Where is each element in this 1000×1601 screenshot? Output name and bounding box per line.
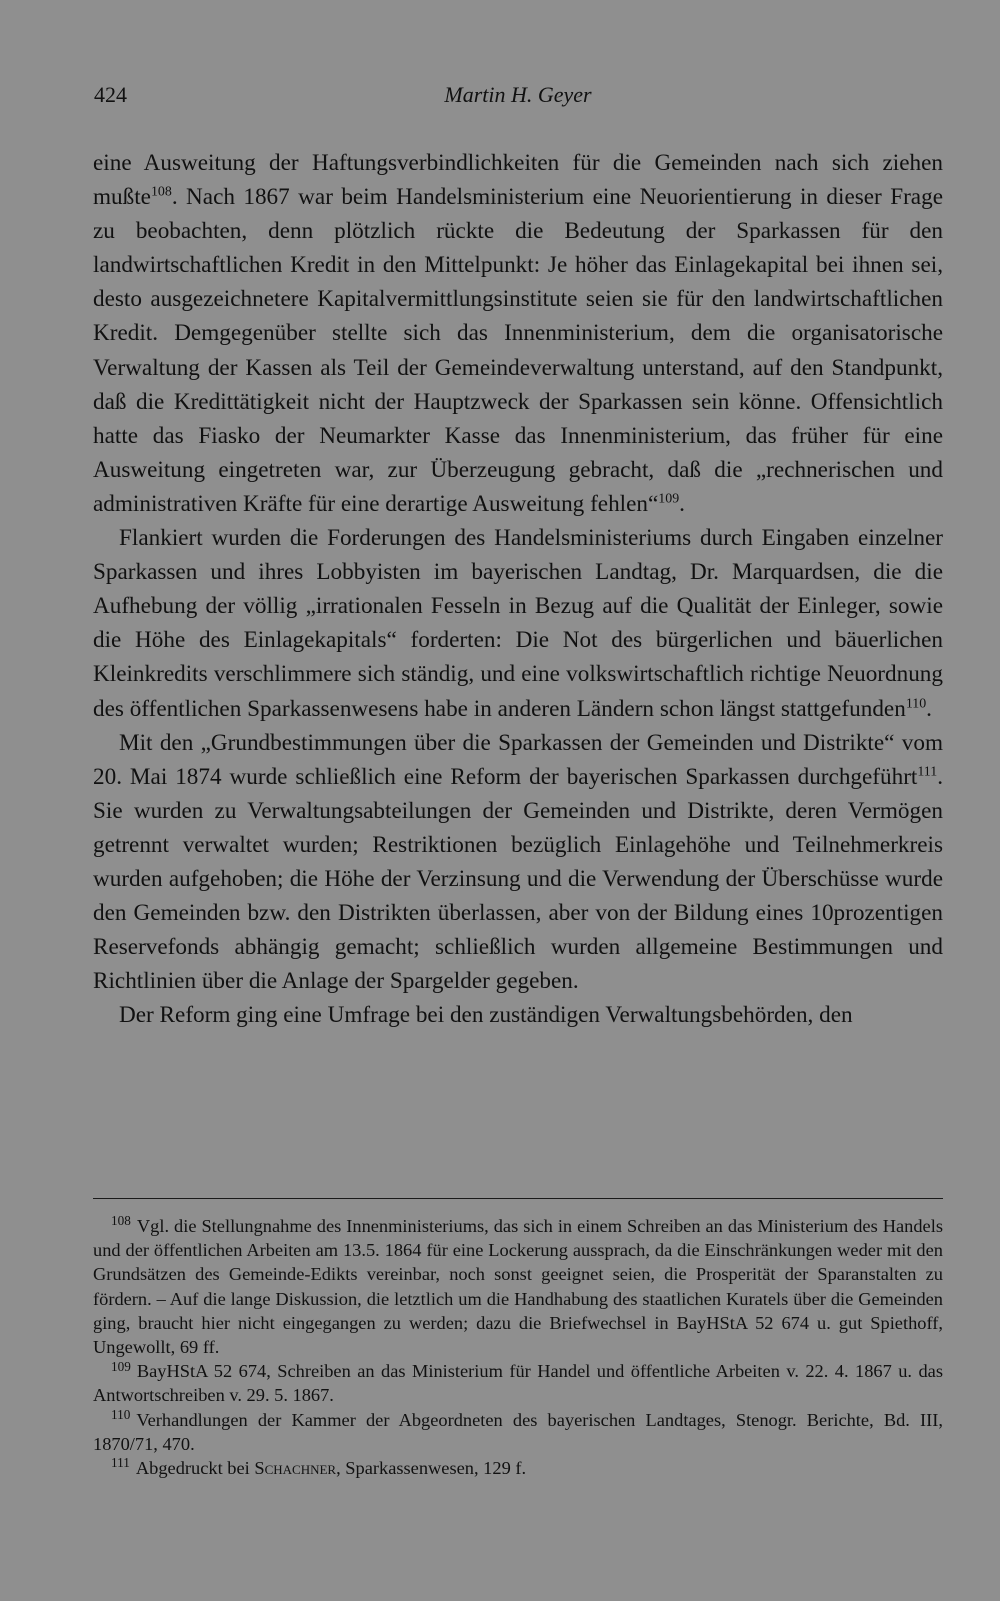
author-name: Schachner — [254, 1458, 337, 1479]
text-run: . Sie wurden zu Verwaltungsabteilungen der Gemeinden und Distrikte, deren Vermögen getrennt verwaltet wurden; Restriktionen bezüglich Einlagehöhe und Teilnehmerkreis wurden aufgehoben; die Höhe der Verzinsung und die Verwendung der Überschüsse wurde den Gemeinden bzw. den Distrikten überlassen, aber von der Bildung eines 10prozentigen Reservefonds abhängig gemacht; schließlich wurden allgemeine Bestimmungen und Richtlinien über die Anlage der Spargelder gegeben. — [93, 763, 943, 995]
footnote-text: , Sparkassenwesen, 129 f. — [336, 1458, 527, 1479]
text-run: Der Reform ging eine Umfrage bei den zuständigen Verwaltungsbehörden, den — [119, 1002, 853, 1029]
text-run: Flankiert wurden die Forderungen des Handelsministeriums durch Eingaben einzelner Sparkassen und ihres Lobbyisten im bayerischen Landtag, Dr. Marquardsen, die die Aufhebung der völlig „irrationalen Fesseln in Bezug auf die Qualität der Einleger, sowie die Höhe des Einlagekapitals“ forderten: Die Not des bürgerlichen und bäuerlichen Kleinkredits verschlimmere sich ständig, und eine volkswirtschaftlich richtige Neuordnung des öffentlichen Sparkassenwesens habe in anderen Ländern schon längst stattgefunden — [93, 525, 943, 722]
footnote-number: 111 — [111, 1455, 130, 1471]
running-head: Martin H. Geyer — [444, 82, 592, 107]
footnote-ref-111[interactable]: 111 — [917, 764, 938, 780]
footnote-number: 108 — [111, 1213, 131, 1229]
paragraph-3 — [93, 726, 943, 999]
footnote-ref-108[interactable]: 108 — [150, 184, 172, 200]
footnote-110 — [93, 1408, 943, 1456]
body-text — [93, 146, 943, 1032]
footnote-111 — [93, 1456, 943, 1480]
footnote-109 — [93, 1359, 943, 1407]
footnote-text: Abgedruckt bei — [135, 1458, 255, 1479]
footnote-number: 110 — [111, 1407, 131, 1423]
footnote-divider — [93, 1198, 943, 1199]
footnotes — [93, 1214, 943, 1480]
footnote-number: 109 — [111, 1358, 131, 1374]
text-run: . Nach 1867 war beim Handelsministerium eine Neuorientierung in dieser Frage zu beobachten, denn plötzlich rückte die Bedeutung der Sparkassen für den landwirtschaftlichen Kredit in den Mittelpunkt: Je höher das Einlagekapital bei ihnen sei, desto ausgezeichnetere Kapitalvermittlungsinstitute seien sie für den landwirtschaftlichen Kredit. Demgegenüber stellte sich das Innenministerium, dem die organisatorische Verwaltung der Kassen als Teil der Gemeindeverwaltung unterstand, auf den Standpunkt, daß die Kredittätigkeit nicht der Hauptzweck der Sparkassen sein könne. Offensichtlich hatte das Fiasko der Neumarkter Kasse das Innenministerium, das früher für eine Ausweitung eingetreten war, zur Überzeugung gebracht, daß die „rechnerischen und administrativen Kräfte für eine derartige Ausweitung fehlen“ — [93, 184, 943, 517]
footnote-text: Verhandlungen der Kammer der Abgeordneten des bayerischen Landtages, Stenogr. Berichte, Bd. III, 1870/71, 470. — [93, 1409, 943, 1454]
text-run: Mit den „Grundbestimmungen über die Sparkassen der Gemeinden und Distrikte“ vom 20. Mai 1874 wurde schließlich eine Reform der bayerischen Sparkassen durchgeführt — [93, 729, 943, 790]
text-run: . — [926, 695, 932, 722]
page-header — [94, 76, 942, 116]
footnote-108 — [93, 1214, 943, 1359]
footnote-text: BayHStA 52 674, Schreiben an das Ministerium für Handel und öffentliche Arbeiten v. 22. 4. 1867 u. das Antwortschreiben v. 29. 5. 1867. — [93, 1361, 943, 1406]
paragraph-2 — [93, 521, 943, 726]
page-number: 424 — [94, 82, 127, 107]
paragraph-4 — [93, 998, 943, 1032]
footnote-ref-110[interactable]: 110 — [905, 695, 927, 711]
paragraph-1 — [93, 146, 943, 521]
text-run: eine Ausweitung der Haftungsverbindlichkeiten für die Gemeinden nach sich ziehen mußte — [93, 150, 943, 211]
text-run: . — [679, 490, 685, 517]
footnote-ref-109[interactable]: 109 — [658, 491, 680, 507]
footnote-text: Vgl. die Stellungnahme des Innenministeriums, das sich in einem Schreiben an das Ministerium des Handels und der öffentlichen Arbeiten am 13.5. 1864 für eine Lockerung aussprach, da die Einschränkungen weder mit den Grundsätzen des Gemeinde-Edikts vereinbar, noch sonst geeignet seien, die Prosperität der Sparanstalten zu fördern. – Auf die lange Diskussion, die letztlich um die Handhabung des staatlichen Kuratels über die Gemeinden ging, braucht hier nicht eingegangen zu werden; dazu die Briefwechsel in BayHStA 52 674 u. gut Spiethoff, Ungewollt, 69 ff. — [93, 1216, 943, 1358]
